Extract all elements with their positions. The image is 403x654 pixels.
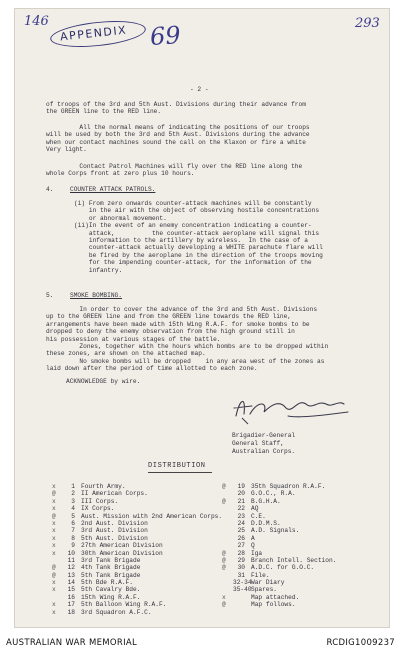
- section-4-number: 4.: [46, 186, 54, 193]
- distribution-row: [52, 542, 222, 549]
- signature-rank: Brigadier-General: [232, 432, 296, 439]
- distribution-mark: @: [222, 483, 226, 490]
- distribution-mark: x: [52, 586, 56, 594]
- distribution-copy-number: 13: [67, 571, 75, 579]
- distribution-mark: [52, 557, 63, 564]
- distribution-copy-number: 22: [237, 505, 245, 513]
- distribution-recipient: C.E.: [251, 512, 266, 520]
- distribution-mark: @: [52, 512, 56, 520]
- distribution-copy-number: 31: [237, 571, 245, 579]
- archive-footer: [0, 634, 403, 654]
- distribution-copy-number: 29: [237, 556, 245, 564]
- distribution-copy-number: 27: [237, 542, 245, 550]
- distribution-row: [222, 483, 336, 490]
- distribution-recipient: 5th Tank Brigade: [81, 571, 141, 579]
- section-5-body: In order to cover the advance of the 3rd and 5th Aust. Divisions up to the GREEN line and from the GREEN line towards the RED line, arrangements have been made with 15th Wing R.A.F. for smoke bombs to be dropped to deny the enemy observation from the high ground still in his possession at various stages of the battle. Zones, together with the hours which bombs are to be dropped within these zones, are shown on the attached map. No smoke bombs will be dropped in any area west of the zones as laid down after the period of time allotted to each zone.: [46, 306, 329, 373]
- distribution-copy-number: 10: [67, 549, 75, 557]
- distribution-recipient: Fourth Army.: [81, 483, 126, 490]
- distribution-copy-number: 32-34: [233, 579, 252, 587]
- paragraph-normal-means: All the normal means of indicating the positions of our troops will be used by both the 3rd and 5th Aust. Divisions during the advance when our contact machines sound the call on the Klaxon or fire a white Very light.: [46, 124, 310, 154]
- distribution-copy-number: 28: [237, 549, 245, 557]
- distribution-recipient: 5th Balloon Wing R.A.F.: [81, 601, 167, 609]
- distribution-mark: [222, 535, 233, 542]
- footer-institution: AUSTRALIAN WAR MEMORIAL: [6, 638, 138, 648]
- distribution-recipient: III Corps.: [81, 497, 119, 505]
- distribution-copy-number: 35-40: [233, 586, 252, 594]
- distribution-note: [222, 594, 299, 601]
- distribution-copy-number: 30: [237, 564, 245, 572]
- distribution-row: [52, 490, 222, 497]
- distribution-note: [222, 601, 299, 608]
- distribution-row: [52, 520, 222, 527]
- distribution-mark: [222, 572, 233, 579]
- distribution-row: [52, 513, 222, 520]
- distribution-copy-number: 11: [67, 556, 75, 564]
- distribution-recipient: 15th Wing R.A.F.: [81, 593, 141, 601]
- distribution-mark: x: [52, 608, 56, 616]
- distribution-mark: x: [52, 519, 56, 527]
- distribution-heading: DISTRIBUTION: [148, 462, 206, 470]
- distribution-note-mark: x: [222, 594, 226, 601]
- section-4-title: COUNTER ATTACK PATROLS.: [70, 186, 156, 193]
- distribution-mark: @: [222, 497, 226, 505]
- distribution-mark: @: [52, 571, 56, 579]
- distribution-row: [52, 527, 222, 534]
- distribution-row: [52, 505, 222, 512]
- distribution-mark: [222, 513, 233, 520]
- distribution-row: [52, 586, 222, 593]
- distribution-mark: x: [52, 579, 56, 587]
- distribution-copy-number: 12: [67, 564, 75, 572]
- distribution-row: [222, 564, 336, 571]
- distribution-mark: x: [52, 534, 56, 542]
- distribution-copy-number: 8: [71, 534, 75, 542]
- distribution-mark: @: [52, 490, 56, 498]
- distribution-copy-number: 7: [71, 527, 75, 535]
- distribution-copy-number: 9: [71, 542, 75, 550]
- appendix-number-handwritten: 69: [149, 20, 182, 52]
- distribution-notes: [222, 594, 299, 609]
- distribution-recipient: Branch Intell. Section.: [251, 556, 337, 564]
- page-number: - 2 -: [190, 86, 209, 93]
- distribution-mark: x: [52, 505, 56, 513]
- distribution-recipient: Aust. Mission with 2nd American Corps.: [81, 512, 223, 520]
- distribution-mark: x: [52, 483, 56, 490]
- distribution-mark: @: [222, 556, 226, 564]
- distribution-recipient: A: [251, 534, 255, 542]
- distribution-copy-number: 20: [237, 490, 245, 498]
- distribution-mark: @: [52, 564, 56, 572]
- distribution-mark: [52, 594, 63, 601]
- distribution-copy-number: 25: [237, 527, 245, 535]
- paragraph-advance: of troops of the 3rd and 5th Aust. Divisions during their advance from the GREEN line to the RED line.: [46, 101, 306, 116]
- footer-record-id: RCDIG1009237: [326, 638, 395, 648]
- distribution-row: [222, 513, 336, 520]
- section-5-number: 5.: [46, 292, 54, 299]
- distribution-mark: x: [52, 542, 56, 550]
- section-5-title: SMOKE BOMBING.: [70, 292, 122, 299]
- distribution-row: [222, 550, 336, 557]
- distribution-row: [222, 586, 336, 593]
- distribution-recipient: IX Corps.: [81, 505, 115, 513]
- distribution-copy-number: 18: [67, 608, 75, 616]
- distribution-row: [52, 550, 222, 557]
- handwritten-signature: [228, 392, 358, 426]
- distribution-mark: @: [222, 564, 226, 572]
- distribution-recipient: Iga: [251, 549, 263, 557]
- distribution-mark: [222, 542, 233, 549]
- distribution-recipient: A.D.C. for G.O.C.: [251, 564, 315, 572]
- distribution-copy-number: 3: [71, 497, 75, 505]
- distribution-copy-number: 6: [71, 519, 75, 527]
- distribution-recipient: 2nd Aust. Division: [81, 519, 148, 527]
- distribution-recipient: B.G.H.A.: [251, 497, 281, 505]
- distribution-row: [52, 498, 222, 505]
- distribution-row: [222, 498, 336, 505]
- distribution-row: [52, 564, 222, 571]
- distribution-copy-number: 17: [67, 601, 75, 609]
- distribution-mark: x: [52, 497, 56, 505]
- distribution-recipient: 27th American Division: [81, 542, 163, 550]
- distribution-mark: [222, 520, 233, 527]
- distribution-row: [52, 579, 222, 586]
- distribution-note-mark: @: [222, 601, 226, 609]
- distribution-recipient: II American Corps.: [81, 490, 148, 498]
- distribution-mark: [222, 505, 233, 512]
- distribution-recipient: File.: [251, 571, 270, 579]
- distribution-copy-number: 24: [237, 519, 245, 527]
- distribution-row: [222, 572, 336, 579]
- distribution-right-column: [222, 483, 336, 594]
- distribution-copy-number: 23: [237, 512, 245, 520]
- distribution-row: [222, 520, 336, 527]
- distribution-left-column: [52, 483, 222, 616]
- distribution-recipient: AQ: [251, 505, 259, 513]
- distribution-mark: @: [222, 549, 226, 557]
- distribution-row: [52, 535, 222, 542]
- distribution-note-text: Map attached.: [251, 594, 300, 601]
- distribution-copy-number: 1: [71, 483, 75, 490]
- distribution-row: [52, 557, 222, 564]
- distribution-mark: [222, 490, 233, 497]
- distribution-note-spacer: [233, 594, 251, 601]
- distribution-recipient: 5th Cavalry Bde.: [81, 586, 141, 594]
- appendix-stamp-label: APPENDIX: [59, 23, 128, 44]
- distribution-recipient: 3rd Tank Brigade: [81, 556, 141, 564]
- distribution-recipient: A.D. Signals.: [251, 527, 300, 535]
- distribution-recipient: War Diary: [251, 579, 285, 587]
- distribution-recipient: 3rd Aust. Division: [81, 527, 148, 535]
- acknowledge-line: ACKNOWLEDGE by wire.: [66, 378, 141, 385]
- distribution-recipient: Spares.: [251, 586, 277, 594]
- distribution-row: [52, 594, 222, 601]
- distribution-row: [52, 483, 222, 490]
- distribution-copy-number: 2: [71, 490, 75, 498]
- section-4-body: (i) From zero onwards counter-attack machines will be constantly in the air with the object of observing hostile concentrations or abnormal movement. (ii)In the event of an enemy concentration indicating a counter- attack, the counter-attack aeroplane will signal this information to the artillery by wireless. In the case of a counter-attack actually developing a WHITE parachute flare will be fired by the aeroplane in the direction of the troops moving for the impending counter-attack, for the information of the infantry.: [74, 200, 323, 274]
- distribution-recipient: 5th Bde R.A.F.: [81, 579, 133, 587]
- distribution-recipient: 4th Tank Brigade: [81, 564, 141, 572]
- distribution-row: [52, 572, 222, 579]
- distribution-copy-number: 5: [71, 512, 75, 520]
- distribution-row: [52, 609, 222, 616]
- distribution-row: [222, 490, 336, 497]
- distribution-mark: x: [52, 601, 56, 609]
- distribution-note-spacer: [233, 601, 251, 608]
- folio-left-handwritten: 146: [24, 14, 49, 29]
- distribution-row: [222, 535, 336, 542]
- distribution-recipient: 3rd Squadron A.F.C.: [81, 608, 152, 616]
- distribution-mark: x: [52, 549, 56, 557]
- signature-staff: General Staff,: [232, 440, 284, 447]
- distribution-copy-number: 21: [237, 497, 245, 505]
- distribution-row: [222, 505, 336, 512]
- distribution-row: [222, 557, 336, 564]
- paragraph-contact-patrol: Contact Patrol Machines will fly over the RED line along the whole Corps front at zero plus 10 hours.: [46, 163, 303, 178]
- distribution-copy-number: 14: [67, 579, 75, 587]
- distribution-row: [52, 601, 222, 608]
- distribution-row: [222, 527, 336, 534]
- distribution-recipient: D.D.M.S.: [251, 519, 281, 527]
- distribution-copy-number: 26: [237, 534, 245, 542]
- distribution-row: [222, 542, 336, 549]
- distribution-recipient: 5th Aust. Division: [81, 534, 148, 542]
- distribution-heading-underline: [148, 472, 212, 473]
- distribution-recipient: 30th American Division: [81, 549, 163, 557]
- distribution-note-text: Map follows.: [251, 601, 296, 609]
- distribution-recipient: G.O.C., R.A.: [251, 490, 296, 498]
- distribution-recipient: Q: [251, 542, 255, 550]
- distribution-row: [222, 579, 336, 586]
- distribution-mark: [222, 579, 233, 586]
- distribution-copy-number: 19: [237, 483, 245, 490]
- distribution-recipient: 35th Squadron R.A.F.: [251, 483, 326, 490]
- folio-right-handwritten: 293: [355, 16, 380, 31]
- distribution-mark: [222, 586, 233, 593]
- distribution-copy-number: 4: [71, 505, 75, 513]
- signature-corps: Australian Corps.: [232, 448, 296, 455]
- distribution-copy-number: 15: [67, 586, 75, 594]
- distribution-mark: x: [52, 527, 56, 535]
- distribution-mark: [222, 527, 233, 534]
- distribution-copy-number: 16: [67, 593, 75, 601]
